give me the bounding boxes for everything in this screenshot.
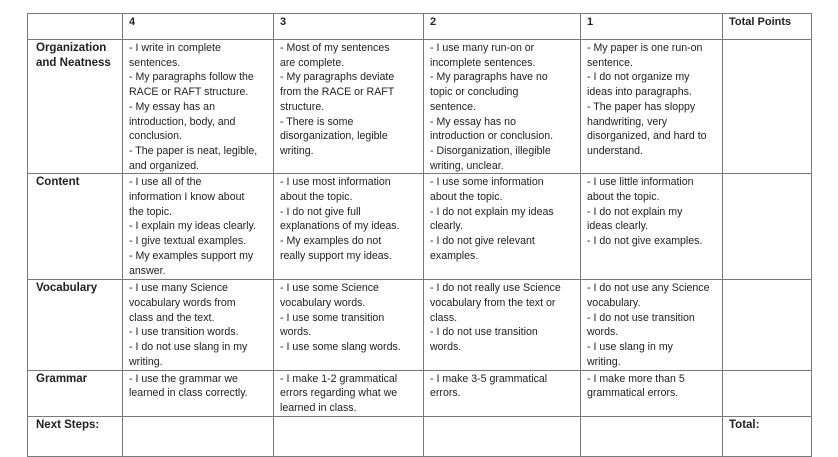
descriptor-line: introduction, body, and [129, 115, 236, 128]
descriptor-line: - I do not give full [280, 205, 361, 218]
criterion-label [28, 280, 123, 370]
descriptor-line: and organized. [129, 159, 200, 172]
descriptor-line: - I use some information [430, 176, 544, 189]
descriptor-line: - I give textual examples. [129, 235, 247, 248]
descriptor-line: words. [587, 326, 619, 339]
descriptor-line: - Disorganization, illegible [430, 144, 551, 157]
next-steps-cell[interactable] [581, 416, 723, 456]
descriptor-line: - The paper is neat, legible, [129, 144, 258, 157]
header-level-3: 3 [274, 14, 424, 40]
descriptor-line: errors. [430, 387, 461, 400]
descriptor-line: conclusion. [129, 130, 182, 143]
descriptor-line: words. [430, 341, 462, 354]
descriptor-cell [123, 174, 274, 280]
descriptor-line: vocabulary. [587, 297, 641, 310]
descriptor-line: - I use most information [280, 176, 391, 189]
descriptor-line: - I use transition words. [129, 326, 239, 339]
descriptor-line: - I use all of the [129, 176, 202, 189]
header-row [28, 14, 812, 40]
descriptor-line: understand. [587, 144, 643, 157]
header-level-2: 2 [424, 14, 581, 40]
descriptor-line: - My paragraphs deviate [280, 71, 395, 84]
next-steps-cell[interactable] [274, 416, 424, 456]
descriptor-line: - I do not give relevant [430, 235, 535, 248]
descriptor-cell [274, 280, 424, 370]
descriptor-line: are complete. [280, 56, 345, 69]
descriptor-cell [581, 40, 723, 174]
points-cell[interactable] [723, 40, 812, 174]
descriptor-line: answer. [129, 264, 166, 277]
descriptor-line: sentence. [430, 100, 476, 113]
descriptor-line: topic or concluding [430, 86, 519, 99]
descriptor-line: - I do not use slang in my [129, 341, 248, 354]
descriptor-line: - I explain my ideas clearly. [129, 220, 256, 233]
descriptor-line: disorganization, legible [280, 130, 388, 143]
descriptor-line: - I do not explain my ideas [430, 205, 554, 218]
descriptor-line: the topic. [129, 205, 172, 218]
descriptor-line: - My paper is one run-on [587, 42, 703, 54]
descriptor-cell [123, 370, 274, 416]
descriptor-line: - I do not organize my [587, 71, 690, 84]
descriptor-line: - I use some Science [280, 282, 379, 295]
criterion-label-line: and Neatness [36, 56, 111, 69]
header-total-points: Total Points [723, 14, 812, 40]
header-level-1: 1 [581, 14, 723, 40]
descriptor-line: errors regarding what we [280, 387, 398, 400]
footer-row [28, 416, 812, 456]
descriptor-cell [424, 370, 581, 416]
descriptor-line: RACE or RAFT structure. [129, 86, 249, 99]
descriptor-line: sentences. [129, 56, 181, 69]
criterion-label [28, 174, 123, 280]
descriptor-line: - I use the grammar we [129, 372, 238, 385]
criterion-label-line: Organization [36, 42, 107, 54]
descriptor-line: - I use many Science [129, 282, 228, 295]
descriptor-line: structure. [280, 100, 325, 113]
descriptor-cell [274, 370, 424, 416]
descriptor-line: - My examples support my [129, 249, 254, 262]
descriptor-line: - I use many run-on or [430, 42, 535, 54]
descriptor-line: - I use some transition [280, 311, 385, 324]
descriptor-line: ideas into paragraphs. [587, 86, 692, 99]
descriptor-line: - I do not really use Science [430, 282, 561, 295]
descriptor-line: introduction or conclusion. [430, 130, 554, 143]
descriptor-line: - There is some [280, 115, 354, 128]
descriptor-cell [123, 280, 274, 370]
descriptor-line: class. [430, 311, 458, 324]
descriptor-cell [274, 174, 424, 280]
descriptor-line: incomplete sentences. [430, 56, 536, 69]
header-level-4: 4 [123, 14, 274, 40]
descriptor-line: - My examples do not [280, 235, 382, 248]
descriptor-cell [274, 40, 424, 174]
descriptor-cell [123, 40, 274, 174]
descriptor-line: class and the text. [129, 311, 215, 324]
descriptor-cell [424, 174, 581, 280]
descriptor-line: - My paragraphs have no [430, 71, 548, 84]
descriptor-line: handwriting, very [587, 115, 668, 128]
descriptor-line: - My essay has no [430, 115, 516, 128]
descriptor-line: - My paragraphs follow the [129, 71, 254, 84]
descriptor-line: explanations of my ideas. [280, 220, 400, 233]
descriptor-cell [424, 40, 581, 174]
descriptor-line: writing. [587, 355, 621, 368]
descriptor-line: - I make 3-5 grammatical [430, 372, 548, 385]
descriptor-line: - Most of my sentences [280, 42, 390, 54]
descriptor-line: really support my ideas. [280, 249, 392, 262]
points-cell[interactable] [723, 174, 812, 280]
criterion-label [28, 40, 123, 174]
descriptor-line: words. [280, 326, 312, 339]
descriptor-line: - I do not give examples. [587, 235, 703, 248]
descriptor-line: learned in class correctly. [129, 387, 248, 400]
descriptor-line: - I do not use any Science [587, 282, 710, 295]
descriptor-cell [424, 280, 581, 370]
criterion-label-line: Content [36, 176, 80, 189]
rubric-row [28, 280, 812, 370]
descriptor-line: vocabulary from the text or [430, 297, 556, 310]
descriptor-line: examples. [430, 249, 479, 262]
descriptor-line: - I do not explain my [587, 205, 683, 218]
rubric-row [28, 40, 812, 174]
rubric-row [28, 174, 812, 280]
descriptor-line: writing. [280, 144, 314, 157]
criterion-label-line: Grammar [36, 372, 88, 385]
descriptor-line: information I know about [129, 191, 245, 204]
descriptor-line: - I do not use transition [430, 326, 538, 339]
descriptor-line: - I use slang in my [587, 341, 673, 354]
descriptor-line: - I do not use transition [587, 311, 695, 324]
descriptor-line: - I use some slang words. [280, 341, 401, 354]
rubric-table [27, 13, 812, 457]
descriptor-line: - I make 1-2 grammatical [280, 372, 398, 385]
points-cell[interactable] [723, 280, 812, 370]
next-steps-label: Next Steps: [28, 416, 123, 456]
points-cell[interactable] [723, 370, 812, 416]
descriptor-line: clearly. [430, 220, 463, 233]
descriptor-line: about the topic. [280, 191, 353, 204]
descriptor-line: - My essay has an [129, 100, 215, 113]
header-blank-cell [28, 14, 123, 40]
total-label: Total: [723, 416, 812, 456]
descriptor-line: - I use little information [587, 176, 694, 189]
descriptor-line: - The paper has sloppy [587, 100, 696, 113]
descriptor-line: vocabulary words from [129, 297, 236, 310]
criterion-label [28, 370, 123, 416]
descriptor-line: sentence. [587, 56, 633, 69]
descriptor-line: from the RACE or RAFT [280, 86, 395, 99]
descriptor-cell [581, 280, 723, 370]
descriptor-cell [581, 174, 723, 280]
descriptor-line: writing. [129, 355, 163, 368]
next-steps-cell[interactable] [424, 416, 581, 456]
descriptor-line: learned in class. [280, 401, 357, 414]
descriptor-line: - I make more than 5 [587, 372, 685, 385]
descriptor-line: ideas clearly. [587, 220, 649, 233]
descriptor-line: - I write in complete [129, 42, 221, 54]
criterion-label-line: Vocabulary [36, 282, 98, 295]
rubric-row [28, 370, 812, 416]
descriptor-line: disorganized, and hard to [587, 130, 707, 143]
descriptor-line: about the topic. [587, 191, 660, 204]
descriptor-line: about the topic. [430, 191, 503, 204]
descriptor-line: vocabulary words. [280, 297, 366, 310]
descriptor-line: writing, unclear. [430, 159, 504, 172]
descriptor-line: grammatical errors. [587, 387, 679, 400]
next-steps-cell[interactable] [123, 416, 274, 456]
descriptor-cell [581, 370, 723, 416]
